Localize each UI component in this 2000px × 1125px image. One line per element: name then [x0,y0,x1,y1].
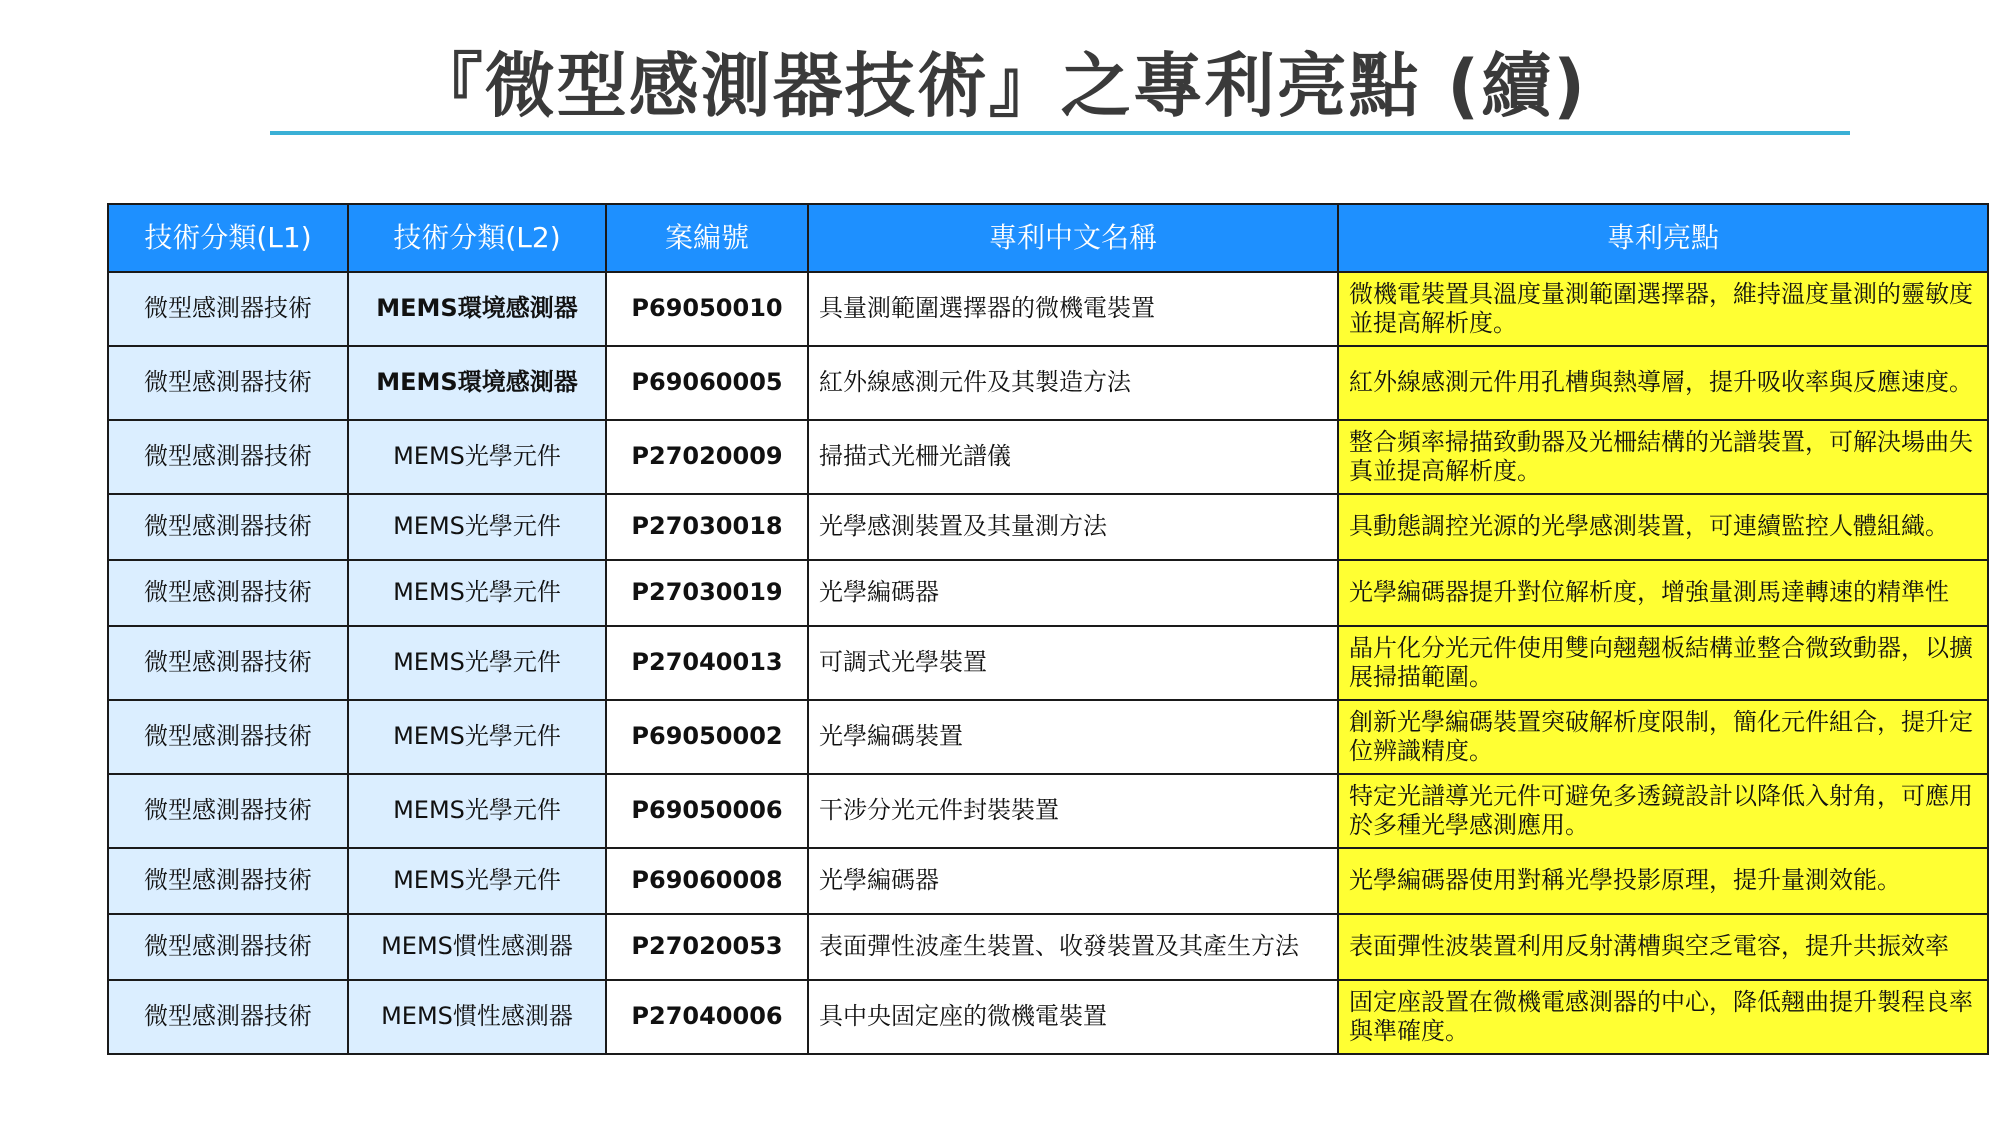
cell-patent-name: 具量測範圍選擇器的微機電裝置 [808,272,1338,346]
cell-l2: MEMS光學元件 [348,700,606,774]
cell-case-number: P27040013 [606,626,808,700]
cell-highlight: 創新光學編碼裝置突破解析度限制，簡化元件組合，提升定位辨識精度。 [1338,700,1988,774]
cell-l1: 微型感測器技術 [108,272,348,346]
cell-highlight: 紅外線感測元件用孔槽與熱導層，提升吸收率與反應速度。 [1338,346,1988,420]
cell-l2: MEMS光學元件 [348,420,606,494]
title-underline [270,131,1850,135]
cell-l2: MEMS慣性感測器 [348,980,606,1054]
cell-case-number: P27030018 [606,494,808,560]
cell-case-number: P69060005 [606,346,808,420]
cell-l1: 微型感測器技術 [108,560,348,626]
header-patent-name: 專利中文名稱 [808,204,1338,272]
cell-l2: MEMS環境感測器 [348,272,606,346]
cell-highlight: 整合頻率掃描致動器及光柵結構的光譜裝置，可解決場曲失真並提高解析度。 [1338,420,1988,494]
cell-l2: MEMS光學元件 [348,848,606,914]
page-title: 『微型感測器技術』之專利亮點 (續) [412,45,1588,127]
cell-l2: MEMS光學元件 [348,560,606,626]
cell-highlight: 特定光譜導光元件可避免多透鏡設計以降低入射角，可應用於多種光學感測應用。 [1338,774,1988,848]
cell-highlight: 光學編碼器使用對稱光學投影原理，提升量測效能。 [1338,848,1988,914]
cell-l2: MEMS慣性感測器 [348,914,606,980]
cell-case-number: P27020009 [606,420,808,494]
table-row [108,346,1988,420]
cell-patent-name: 光學編碼器 [808,848,1338,914]
cell-patent-name: 光學編碼裝置 [808,700,1338,774]
cell-case-number: P69050010 [606,272,808,346]
cell-highlight: 微機電裝置具溫度量測範圍選擇器，維持溫度量測的靈敏度並提高解析度。 [1338,272,1988,346]
table-row [108,700,1988,774]
cell-l1: 微型感測器技術 [108,494,348,560]
cell-patent-name: 具中央固定座的微機電裝置 [808,980,1338,1054]
cell-highlight: 晶片化分光元件使用雙向翹翹板結構並整合微致動器，以擴展掃描範圍。 [1338,626,1988,700]
cell-l1: 微型感測器技術 [108,346,348,420]
table-row [108,774,1988,848]
cell-case-number: P69060008 [606,848,808,914]
cell-l1: 微型感測器技術 [108,980,348,1054]
table-row [108,914,1988,980]
header-case-number: 案編號 [606,204,808,272]
table-row [108,272,1988,346]
table-row [108,848,1988,914]
cell-patent-name: 光學感測裝置及其量測方法 [808,494,1338,560]
cell-l2: MEMS光學元件 [348,494,606,560]
cell-patent-name: 紅外線感測元件及其製造方法 [808,346,1338,420]
table-row [108,626,1988,700]
cell-case-number: P69050006 [606,774,808,848]
header-l2: 技術分類(L2) [348,204,606,272]
cell-l1: 微型感測器技術 [108,626,348,700]
cell-l2: MEMS光學元件 [348,626,606,700]
cell-patent-name: 表面彈性波產生裝置、收發裝置及其產生方法 [808,914,1338,980]
cell-case-number: P27030019 [606,560,808,626]
cell-l1: 微型感測器技術 [108,420,348,494]
table-row [108,980,1988,1054]
cell-l1: 微型感測器技術 [108,914,348,980]
cell-highlight: 具動態調控光源的光學感測裝置，可連續監控人體組織。 [1338,494,1988,560]
header-l1: 技術分類(L1) [108,204,348,272]
cell-patent-name: 光學編碼器 [808,560,1338,626]
cell-l2: MEMS光學元件 [348,774,606,848]
cell-highlight: 光學編碼器提升對位解析度，增強量測馬達轉速的精準性 [1338,560,1988,626]
cell-patent-name: 干涉分光元件封裝裝置 [808,774,1338,848]
cell-highlight: 表面彈性波裝置利用反射溝槽與空乏電容，提升共振效率 [1338,914,1988,980]
cell-l1: 微型感測器技術 [108,774,348,848]
cell-patent-name: 可調式光學裝置 [808,626,1338,700]
table-row [108,420,1988,494]
cell-case-number: P69050002 [606,700,808,774]
cell-l1: 微型感測器技術 [108,848,348,914]
table-header-row [108,204,1988,272]
cell-highlight: 固定座設置在微機電感測器的中心，降低翹曲提升製程良率與準確度。 [1338,980,1988,1054]
table-row [108,560,1988,626]
table-row [108,494,1988,560]
header-highlight: 專利亮點 [1338,204,1988,272]
cell-patent-name: 掃描式光柵光譜儀 [808,420,1338,494]
cell-case-number: P27040006 [606,980,808,1054]
cell-l2: MEMS環境感測器 [348,346,606,420]
cell-l1: 微型感測器技術 [108,700,348,774]
cell-case-number: P27020053 [606,914,808,980]
patent-table [107,203,1989,1055]
